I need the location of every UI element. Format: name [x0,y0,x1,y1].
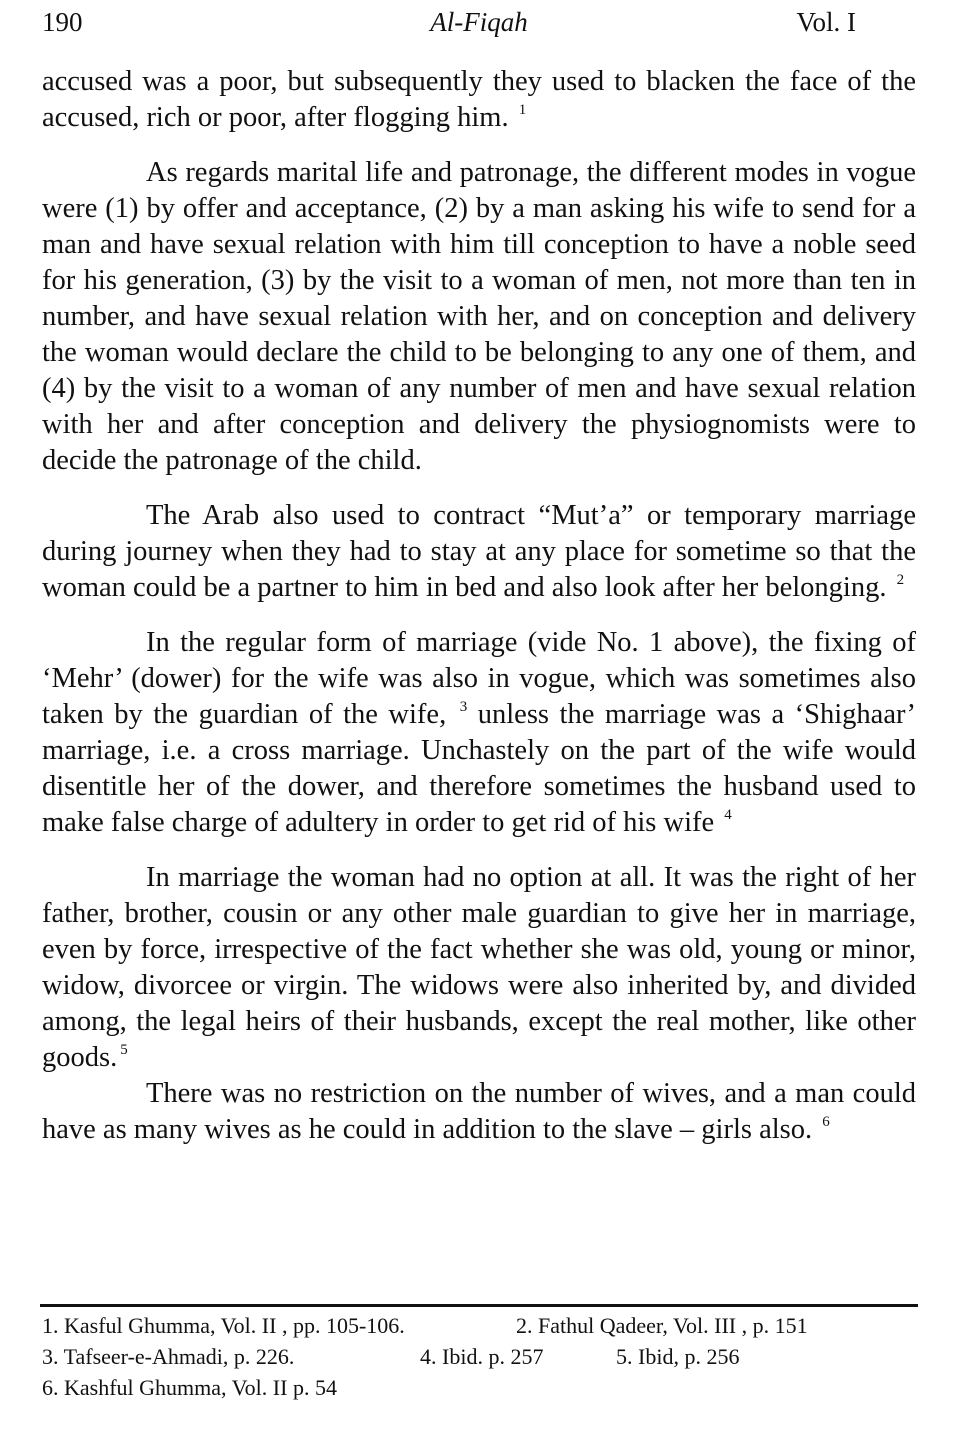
footnote-5: 5. Ibid, p. 256 [616,1344,740,1369]
footnote-ref-6: 6 [822,1114,830,1130]
paragraph-6: There was no restriction on the number of wives, and a man could have as many wives as he could in addition to the slave – girls also. $^6$ [42,1078,916,1145]
footnote-ref-3: 3 [459,699,468,715]
volume-label: Vol. I [796,7,856,37]
footnote-1: 1. Kasful Ghumma, Vol. II , pp. 105-106. [42,1313,405,1338]
footnote-6: 6. Kashful Ghumma, Vol. II p. 54 [42,1375,337,1400]
paragraph-5: In marriage the woman had no option at all. It was the right of her father, brother, cousin or any other male guardian to give her in marriage, even by force, irrespective of the fact whether she was old, young or minor, widow, divorcee or virgin. The widows were also inherited by, and divided among, the legal heirs of their husbands, except the real mother, like other goods. $^5$ [42,862,916,1073]
page-body [42,64,916,1148]
footnote-ref-2: 2 [896,572,905,588]
footnote-ref-4: 4 [724,807,732,823]
paragraph-2: As regards marital life and patronage, the different modes in vogue were (1) by offer and acceptance, (2) by a man asking his wife to send for a man and have sexual relation with him till conception to have a noble seed for his generation, (3) by the visit to a woman of men, not more than ten in number, and have sexual relation with her, and on conception and delivery the woman would declare the child to be belonging to any one of them, and (4) by the visit to a woman of any number of men and have sexual relation with her and after conception and delivery the physiognomists were to decide the patronage of the child. [42,157,916,476]
footnotes [42,1310,916,1403]
footnote-3: 3. Tafseer-e-Ahmadi, p. 226. [42,1344,295,1369]
paragraph-1: accused was a poor, but subsequently they used to blacken the face of the accused, rich or poor, after flogging him. $^1$ [42,66,916,133]
footnote-ref-5: 5 [120,1042,128,1058]
page-header [42,4,916,44]
running-title: Al-Fiqah [430,7,528,37]
paragraph-3: The Arab also used to contract “Mut’a” or temporary marriage during journey when they had to stay at any place for sometime so that the woman could be a partner to him in bed and also look after her belonging. $^2$ [42,500,916,603]
footnote-4: 4. Ibid. p. 257 [420,1344,544,1369]
footnote-2: 2. Fathul Qadeer, Vol. III , p. 151 [516,1313,808,1338]
footnote-ref-1: 1 [518,102,527,118]
page-number: 190 [42,7,83,37]
paragraph-4: In the regular form of marriage (vide No. 1 above), the fixing of ‘Mehr’ (dower) for the wife was also in vogue, which was sometimes also taken by the guardian of the wife, $^3$ unless the marriage was a ‘Shighaar’ marriage, i.e. a cross marriage. Unchastely on the part of the wife would disentitle her of the dower, and therefore sometimes the husband used to make false charge of adultery in order to get rid of his wife $^4$ [42,627,917,838]
footnote-divider [40,1304,918,1307]
